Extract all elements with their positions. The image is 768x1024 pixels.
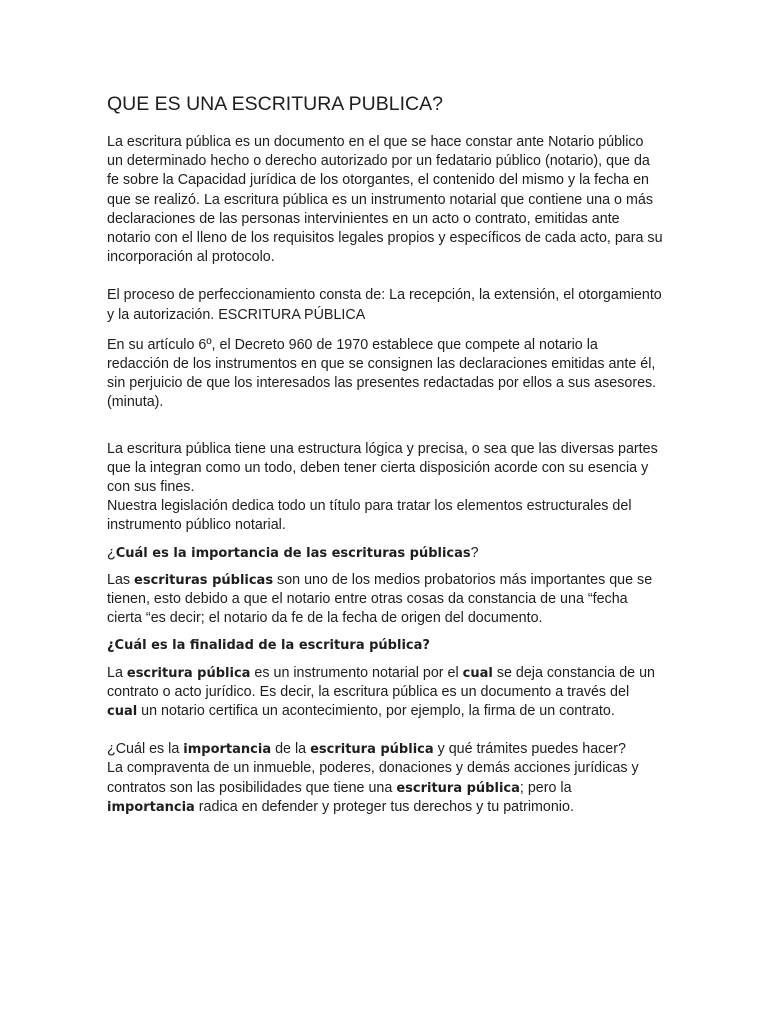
question-purpose-bold: ¿Cuál es la finalidad de la escritura pública? xyxy=(107,638,430,654)
paragraph-process: El proceso de perfeccionamiento consta de: La recepción, la extensión, el otorgamiento y la autorización. ESCRITURA PÚBLICA xyxy=(107,287,662,323)
answer-purpose xyxy=(107,664,663,722)
answer-purpose-bold-1: escritura pública xyxy=(126,665,251,681)
question-open-mark: ¿ xyxy=(107,544,116,561)
paragraph-decree: En su artículo 6º, el Decreto 960 de 1970 establece que compete al notario la redacción de los instrumentos en que se consignen las declaraciones emitidas ante él, sin perjuicio de que los interesados las presentes redactadas por ellos a sus asesores. (minuta). xyxy=(107,336,657,411)
answer-procedures xyxy=(107,759,663,817)
answer-procedures-text-3: radica en defender y proteger tus derechos y tu patrimonio. xyxy=(194,798,574,815)
document-title: QUE ES UNA ESCRITURA PUBLICA? xyxy=(107,93,443,115)
answer-purpose-bold-2: cual xyxy=(462,665,493,681)
answer-procedures-bold-1: escritura pública xyxy=(396,780,520,796)
question-procedures xyxy=(107,740,663,759)
question-procedures-text-2: de la xyxy=(271,741,311,758)
answer-purpose-text-1: La xyxy=(107,664,127,681)
paragraph-legislation: Nuestra legislación dedica todo un título para tratar los elementos estructurales del instrumento público notarial. xyxy=(107,498,632,534)
question-close-mark: ? xyxy=(470,544,479,561)
answer-purpose-text-4: un notario certifica un acontecimiento, por ejemplo, la firma de un contrato. xyxy=(137,703,615,720)
answer-purpose-text-2: es un instrumento notarial por el xyxy=(250,664,463,681)
answer-procedures-bold-2: importancia xyxy=(107,799,195,815)
answer-procedures-text-2: ; pero la xyxy=(519,779,572,796)
answer-importance-post: son uno de los medios probatorios más importantes que se tienen, esto debido a que el notario entre otras cosas da constancia de una “fecha cierta “es decir; el notario da fe de la fecha de origen del documento. xyxy=(107,571,653,627)
answer-importance-pre: Las xyxy=(107,571,135,588)
question-purpose xyxy=(107,636,663,655)
answer-purpose-text-3: se deja constancia de un contrato o acto jurídico. Es decir, la escritura pública es un documento a través del xyxy=(107,664,655,700)
question-importance xyxy=(107,544,663,563)
question-procedures-bold-2: escritura pública xyxy=(310,742,434,758)
paragraph-definition: La escritura pública es un documento en el que se hace constar ante Notario público un determinado hecho o derecho autorizado por un fedatario público (notario), que da fe sobre la Capacidad jurídica de los otorgantes, el contenido del mismo y la fecha en que se realizó. La escritura pública es un instrumento notarial que contiene una o más declaraciones de las personas intervinientes en un acto o contrato, emitidas ante notario con el lleno de los requisitos legales propios y específicos de cada acto, para su incorporación al protocolo. xyxy=(107,134,663,266)
question-importance-bold: Cuál es la importancia de las escrituras públicas xyxy=(115,545,471,561)
answer-importance xyxy=(107,571,663,629)
answer-importance-bold: escrituras públicas xyxy=(134,572,274,588)
answer-purpose-bold-3: cual xyxy=(107,704,138,720)
paragraph-structure: La escritura pública tiene una estructura lógica y precisa, o sea que las diversas partes que la integran como un todo, deben tener cierta disposición acorde con su esencia y con sus fines. xyxy=(107,440,658,496)
question-procedures-text-1: ¿Cuál es la xyxy=(107,741,184,758)
question-procedures-text-3: y qué trámites puedes hacer? xyxy=(433,741,626,758)
question-procedures-bold-1: importancia xyxy=(183,742,272,758)
document-page xyxy=(107,92,663,817)
answer-procedures-text-1: La compraventa de un inmueble, poderes, donaciones y demás acciones jurídicas y contratos son las posibilidades que tiene una xyxy=(107,760,639,796)
